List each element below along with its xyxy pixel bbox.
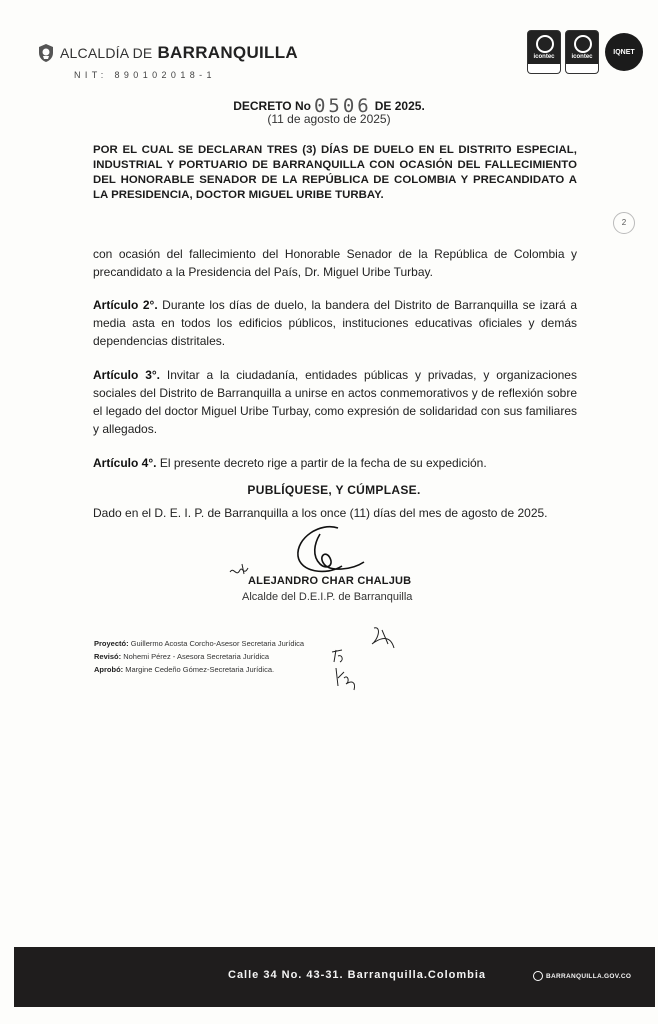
decree-number: 0506 [313, 95, 372, 117]
credit-aprobo-name: Margine Cedeño Gómez-Secretaria Jurídica. [125, 665, 275, 674]
article-2 [93, 296, 577, 350]
decree-date: (11 de agosto de 2025) [267, 112, 391, 126]
page-marker: 2 [613, 212, 635, 234]
coat-of-arms-icon [36, 43, 56, 63]
footer-website [533, 971, 631, 981]
article-2-text: Durante los días de duelo, la bandera del Distrito de Barranquilla se izará a media asta en todos los edificios públicos, instituciones educativas oficiales y demás dependencias distritales. [93, 298, 577, 348]
icontec-seal-2 [565, 30, 599, 74]
credit-reviso-label: Revisó: [94, 652, 122, 661]
iqnet-seal: IQNET [605, 33, 643, 71]
footer-website-text: BARRANQUILLA.GOV.CO [546, 972, 632, 980]
credit-reviso [94, 652, 269, 661]
intro-paragraph: con ocasión del fallecimiento del Honorable Senador de la República de Colombia y precandidato a la Presidencia del País, Dr. Miguel Uribe Turbay. [93, 247, 577, 279]
icontec-label: icontec [571, 54, 593, 60]
aprobo-initials [332, 664, 360, 692]
handwritten-signature [290, 520, 370, 580]
brand-prefix: ALCALDÍA DE [60, 45, 153, 61]
brand-name: BARRANQUILLA [157, 43, 298, 62]
icontec-seal-1 [527, 30, 561, 74]
signer-role: Alcalde del D.E.I.P. de Barranquilla [242, 591, 413, 603]
credit-proyecto [94, 639, 304, 648]
icontec-ring-icon [536, 35, 554, 53]
city-logo [36, 43, 298, 63]
proyecto-initials [368, 624, 398, 652]
publish-statement: PUBLÍQUESE, Y CÚMPLASE. [247, 483, 421, 497]
article-4 [93, 454, 577, 472]
decree-subject: POR EL CUAL SE DECLARAN TRES (3) DÍAS DE DUELO EN EL DISTRITO ESPECIAL, INDUSTRIAL Y PORTUARIO DE BARRANQUILLA CON OCASIÓN DEL FALLECIMIENTO DEL HONORABLE SENADOR DE LA REPÚBLICA DE COLOMBIA Y PRECANDIDATO A LA PRESIDENCIA, DOCTOR MIGUEL URIBE TURBAY. [93, 144, 577, 201]
article-3 [93, 366, 577, 438]
article-4-label: Artículo 4°. [93, 456, 157, 470]
icontec-ring-icon [574, 35, 592, 53]
article-2-label: Artículo 2°. [93, 298, 158, 312]
credit-aprobo-label: Aprobó: [94, 665, 124, 674]
article-3-label: Artículo 3°. [93, 368, 161, 382]
signer-name: ALEJANDRO CHAR CHALJUB [248, 575, 412, 587]
article-4-text: El presente decreto rige a partir de la fecha de su expedición. [159, 456, 487, 470]
credit-proyecto-label: Proyectó: [94, 639, 129, 648]
footer-address: Calle 34 No. 43-31. Barranquilla.Colombia [228, 969, 487, 981]
article-3-text: Invitar a la ciudadanía, entidades públicas y privadas, y organizaciones sociales del Distrito de Barranquilla a unirse en actos conmemorativos y de reflexión sobre el legado del doctor Miguel Uribe Turbay, como expresión de solidaridad con sus familiares y allegados. [93, 368, 577, 436]
credit-reviso-name: Nohemi Pérez - Asesora Secretaria Jurídica [123, 652, 270, 661]
globe-icon [533, 971, 543, 981]
nit-number: NIT: 890102018-1 [74, 70, 216, 80]
credit-aprobo [94, 665, 274, 674]
decree-suffix: DE 2025. [374, 99, 425, 113]
certification-seals [527, 30, 643, 74]
decree-prefix: DECRETO No [233, 99, 311, 113]
credit-proyecto-name: Guillermo Acosta Corcho-Asesor Secretaria Jurídica [130, 639, 305, 648]
given-statement: Dado en el D. E. I. P. de Barranquilla a los once (11) días del mes de agosto de 2025. [93, 506, 548, 520]
icontec-label: icontec [533, 54, 555, 60]
